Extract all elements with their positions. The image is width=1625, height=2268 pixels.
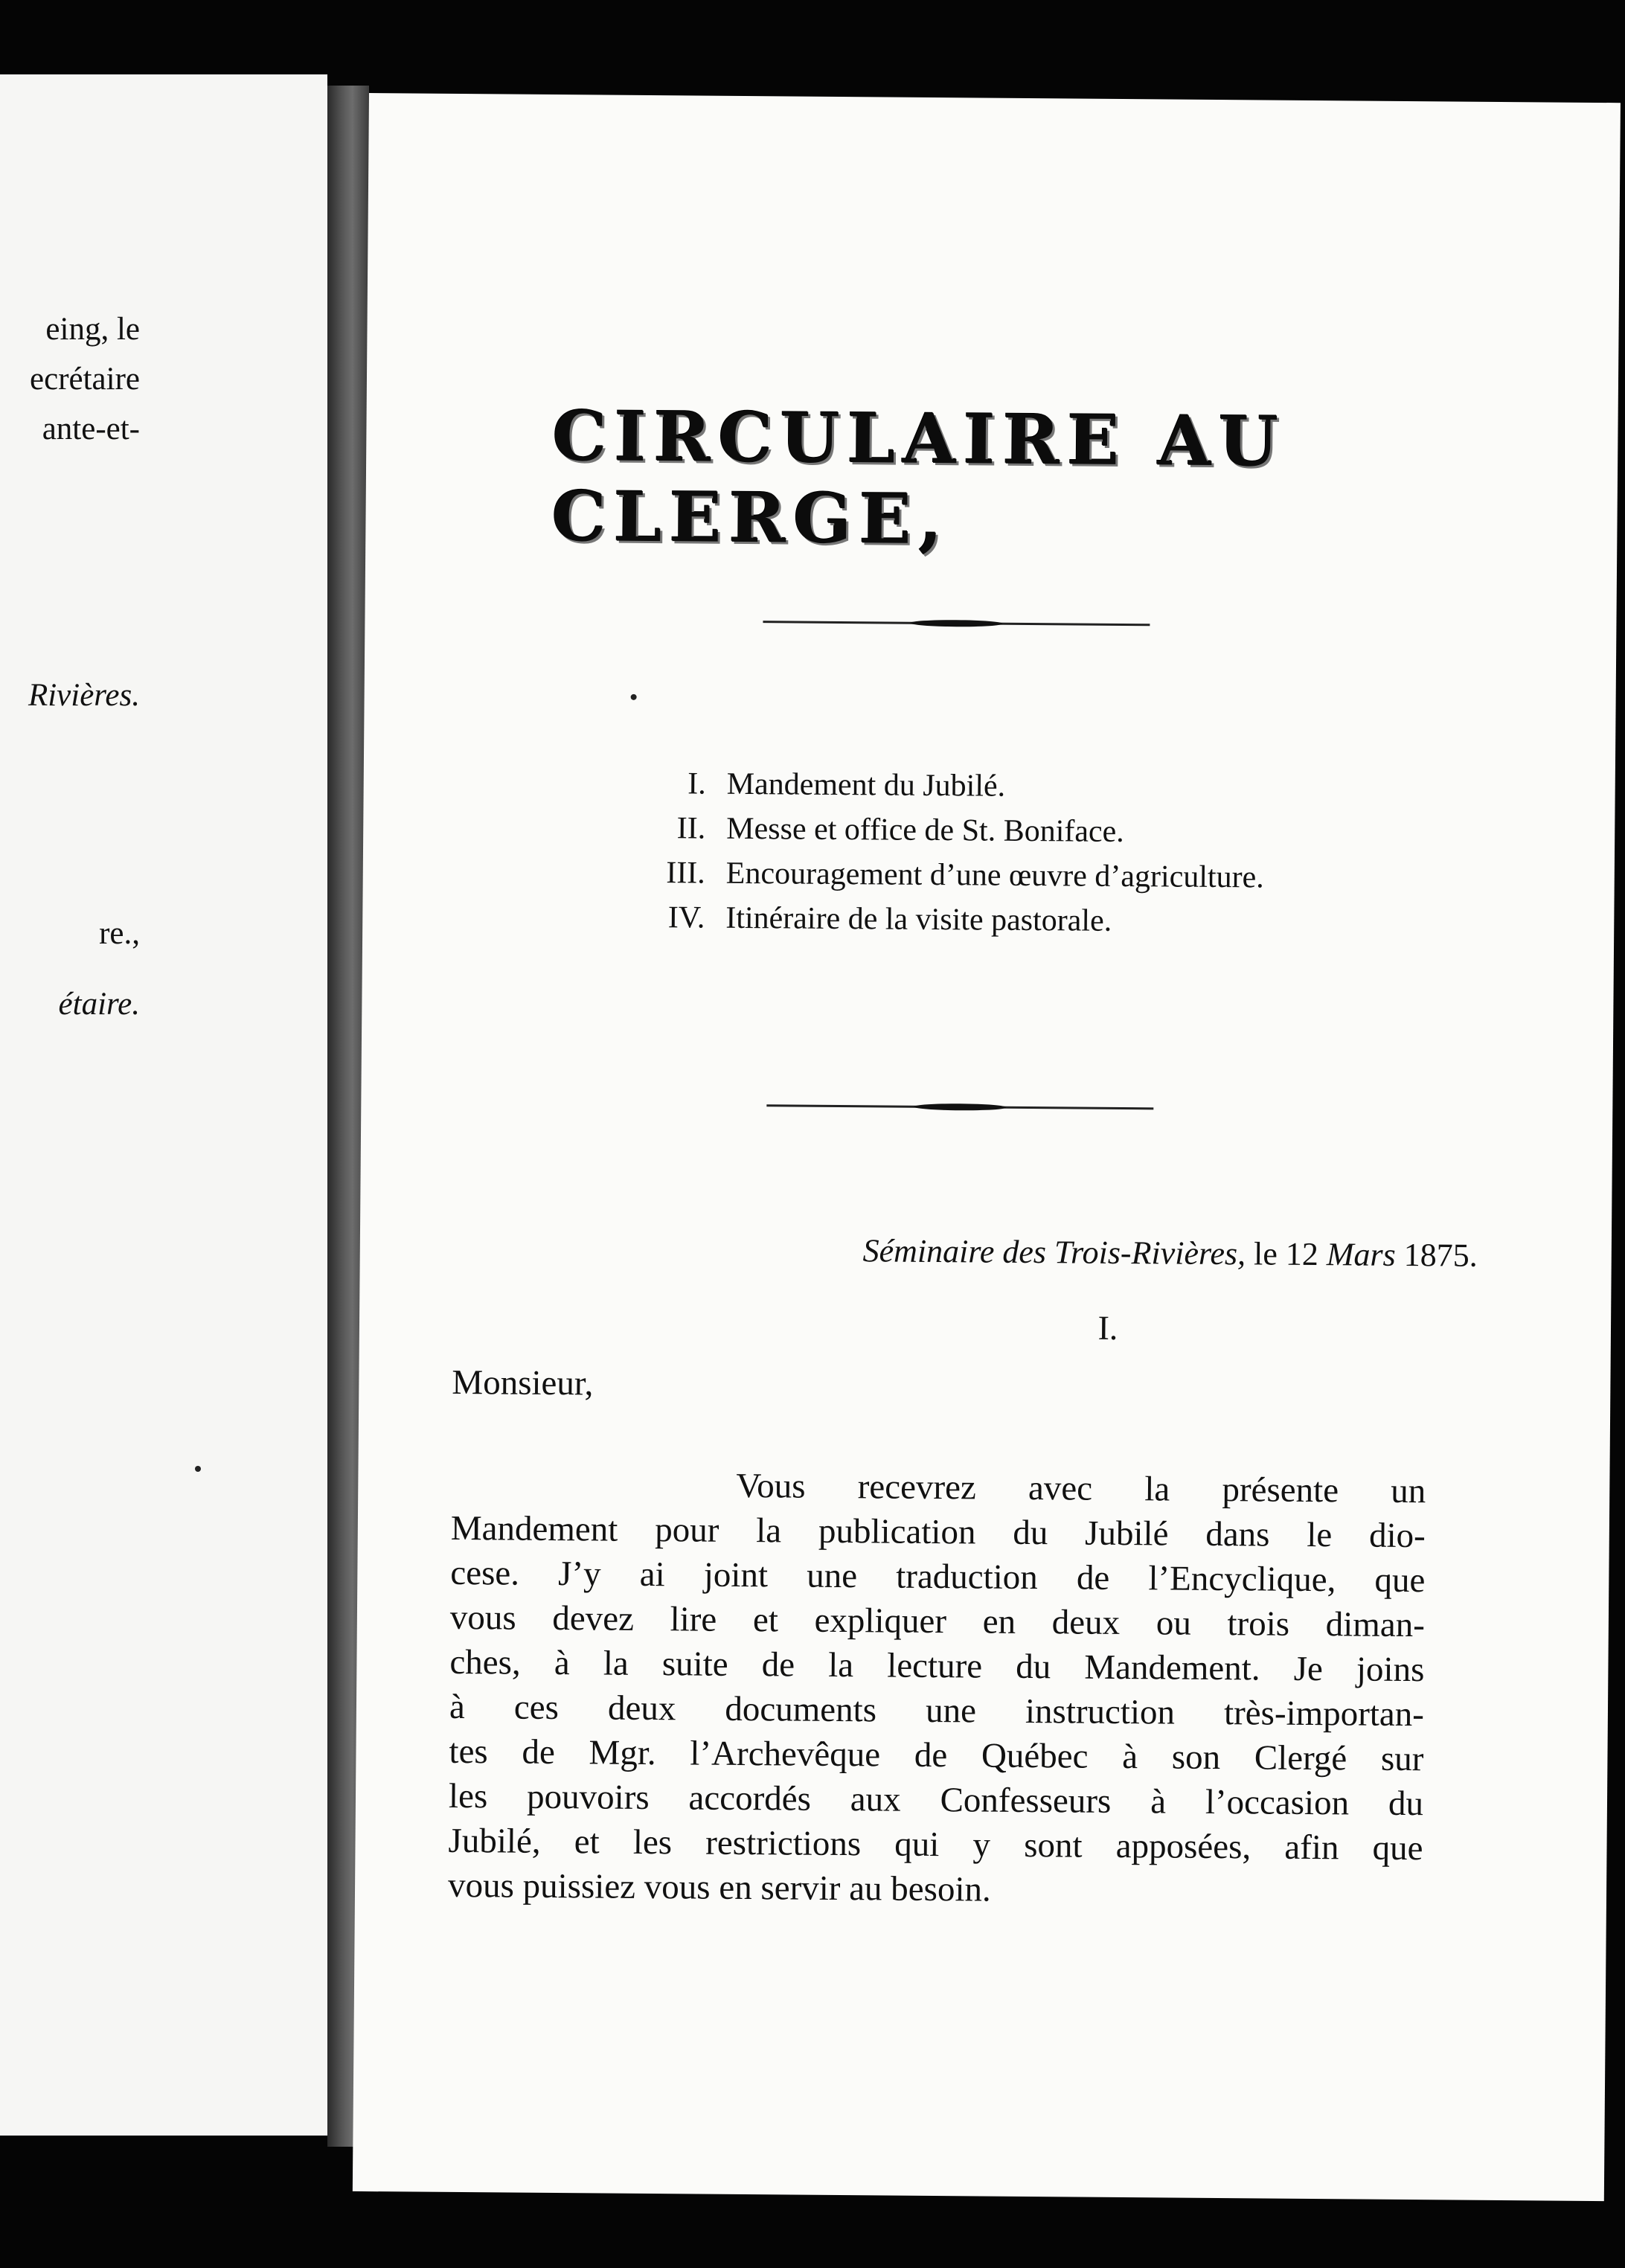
body-line: cese. J’y ai joint une traduction de l’Encyclique, que [450, 1553, 1426, 1601]
toc-text: Encouragement d’une œuvre d’agriculture. [725, 856, 1264, 895]
toc-number: II. [676, 811, 706, 846]
ink-speck [195, 1466, 201, 1472]
left-page-line: eing, le [45, 312, 140, 347]
page-title: CIRCULAIRE AU CLERGE, [551, 395, 1286, 560]
ink-speck [631, 694, 637, 700]
left-page-line: ante-et- [42, 411, 140, 446]
table-of-contents [608, 761, 1353, 946]
left-page-line: ecrétaire [30, 362, 140, 397]
left-page-line: re., [99, 916, 140, 951]
toc-number: I. [688, 766, 706, 801]
toc-number: III. [666, 856, 705, 891]
dateline-place: Séminaire des Trois-Rivières, [862, 1232, 1246, 1272]
body-line: à ces deux documents une instruction très-importan- [449, 1687, 1425, 1734]
dateline-le: le [1253, 1235, 1278, 1272]
dateline [862, 1231, 1478, 1274]
section-number: I. [1097, 1308, 1118, 1347]
ornamental-rule [763, 621, 1150, 626]
toc-text: Messe et office de St. Boniface. [726, 811, 1124, 849]
toc-item [609, 850, 1353, 901]
left-page [0, 74, 327, 2136]
body-line: Jubilé, et les restrictions qui y sont apposées, afin que [448, 1821, 1423, 1868]
toc-number: IV. [667, 900, 705, 935]
dateline-month: Mars [1326, 1236, 1396, 1273]
dateline-year: 1875. [1403, 1236, 1478, 1274]
body-line: vous devez lire et expliquer en deux ou trois diman- [449, 1598, 1426, 1645]
body-line: tes de Mgr. l’Archevêque de Québec à son Clergé sur [449, 1732, 1424, 1779]
body-line: Vous recevrez avec la présente un [736, 1466, 1426, 1511]
toc-text: Itinéraire de la visite pastorale. [725, 900, 1112, 938]
salutation: Monsieur, [452, 1362, 594, 1403]
toc-item [609, 761, 1353, 812]
toc-text: Mandement du Jubilé. [726, 766, 1006, 804]
toc-item [608, 895, 1352, 946]
body-line: ches, à la suite de la lecture du Mandement. Je joins [449, 1642, 1425, 1690]
left-page-line: Rivières. [28, 678, 140, 713]
right-page [353, 93, 1621, 2201]
dateline-day: 12 [1285, 1235, 1319, 1273]
body-line: vous puissiez vous en servir au besoin. [447, 1865, 991, 1909]
body-line: Mandement pour la publication du Jubilé dans le dio- [450, 1508, 1426, 1556]
left-page-line: étaire. [58, 987, 140, 1022]
body-line: les pouvoirs accordés aux Confesseurs à l’occasion du [448, 1776, 1424, 1824]
toc-item [609, 806, 1353, 856]
ornamental-rule [766, 1104, 1153, 1109]
